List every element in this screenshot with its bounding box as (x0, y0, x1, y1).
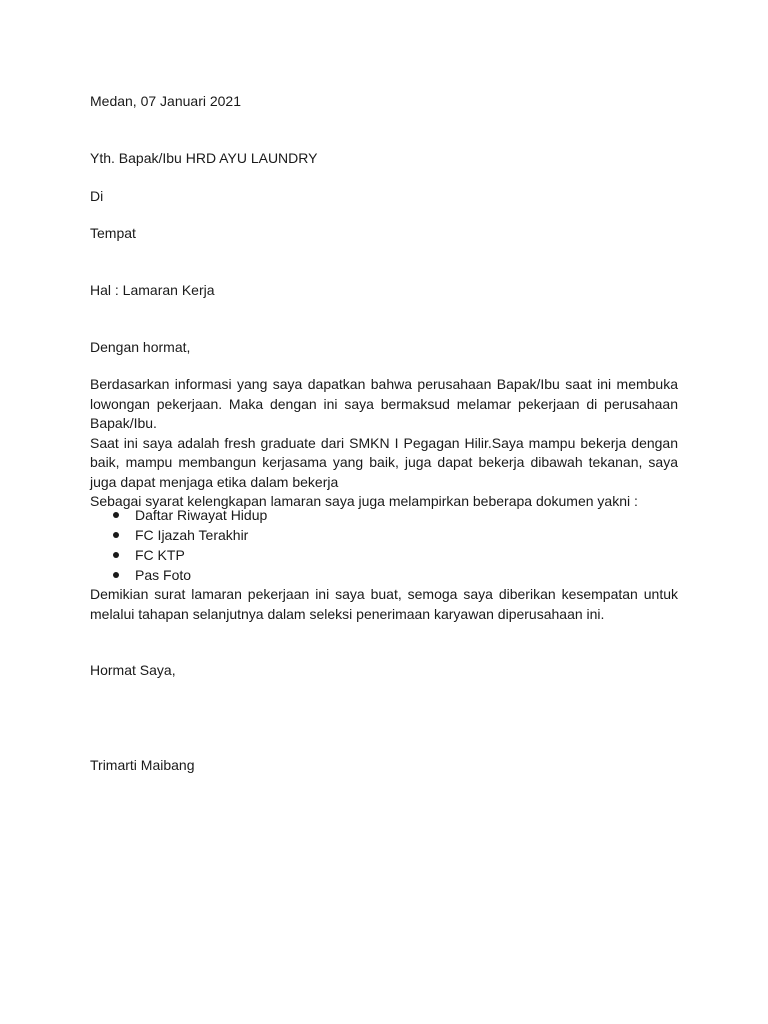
sign-off: Hormat Saya, (90, 662, 176, 678)
bullet-icon (113, 552, 119, 558)
list-item: Daftar Riwayat Hidup (110, 505, 267, 525)
letter-body (90, 375, 678, 512)
greeting: Dengan hormat, (90, 339, 191, 355)
list-item: Pas Foto (110, 565, 267, 585)
subject-line: Hal : Lamaran Kerja (90, 282, 215, 298)
place-date: Medan, 07 Januari 2021 (90, 93, 241, 109)
body-paragraph-1: Berdasarkan informasi yang saya dapatkan bahwa perusahaan Bapak/Ibu saat ini membuka lowongan pekerjaan. Maka dengan ini saya bermaksud melamar pekerjaan di perusahaan Bapak/Ibu. (90, 376, 678, 431)
bullet-icon (113, 532, 119, 538)
body-paragraph-3: Sebagai syarat kelengkapan lamaran saya juga melampirkan beberapa dokumen yakni : (90, 493, 638, 509)
bullet-icon (113, 512, 119, 518)
signatory-name: Trimarti Maibang (90, 757, 195, 773)
list-item: FC KTP (110, 545, 267, 565)
closing-paragraph: Demikian surat lamaran pekerjaan ini saya buat, semoga saya diberikan kesempatan untuk melalui tahapan selanjutnya dalam seleksi penerimaan karyawan diperusahaan ini. (90, 586, 678, 622)
body-paragraph-2: Saat ini saya adalah fresh graduate dari SMKN I Pegagan Hilir.Saya mampu bekerja dengan baik, mampu membangun kerjasama yang baik, juga dapat bekerja dibawah tekanan, saya juga dapat menjaga etika dalam bekerja (90, 434, 678, 490)
recipient-di: Di (90, 188, 104, 204)
list-item: FC Ijazah Terakhir (110, 525, 267, 545)
attachment-list (110, 505, 267, 585)
recipient: Yth. Bapak/Ibu HRD AYU LAUNDRY (90, 150, 318, 166)
bullet-icon (113, 572, 119, 578)
recipient-place: Tempat (90, 225, 136, 241)
